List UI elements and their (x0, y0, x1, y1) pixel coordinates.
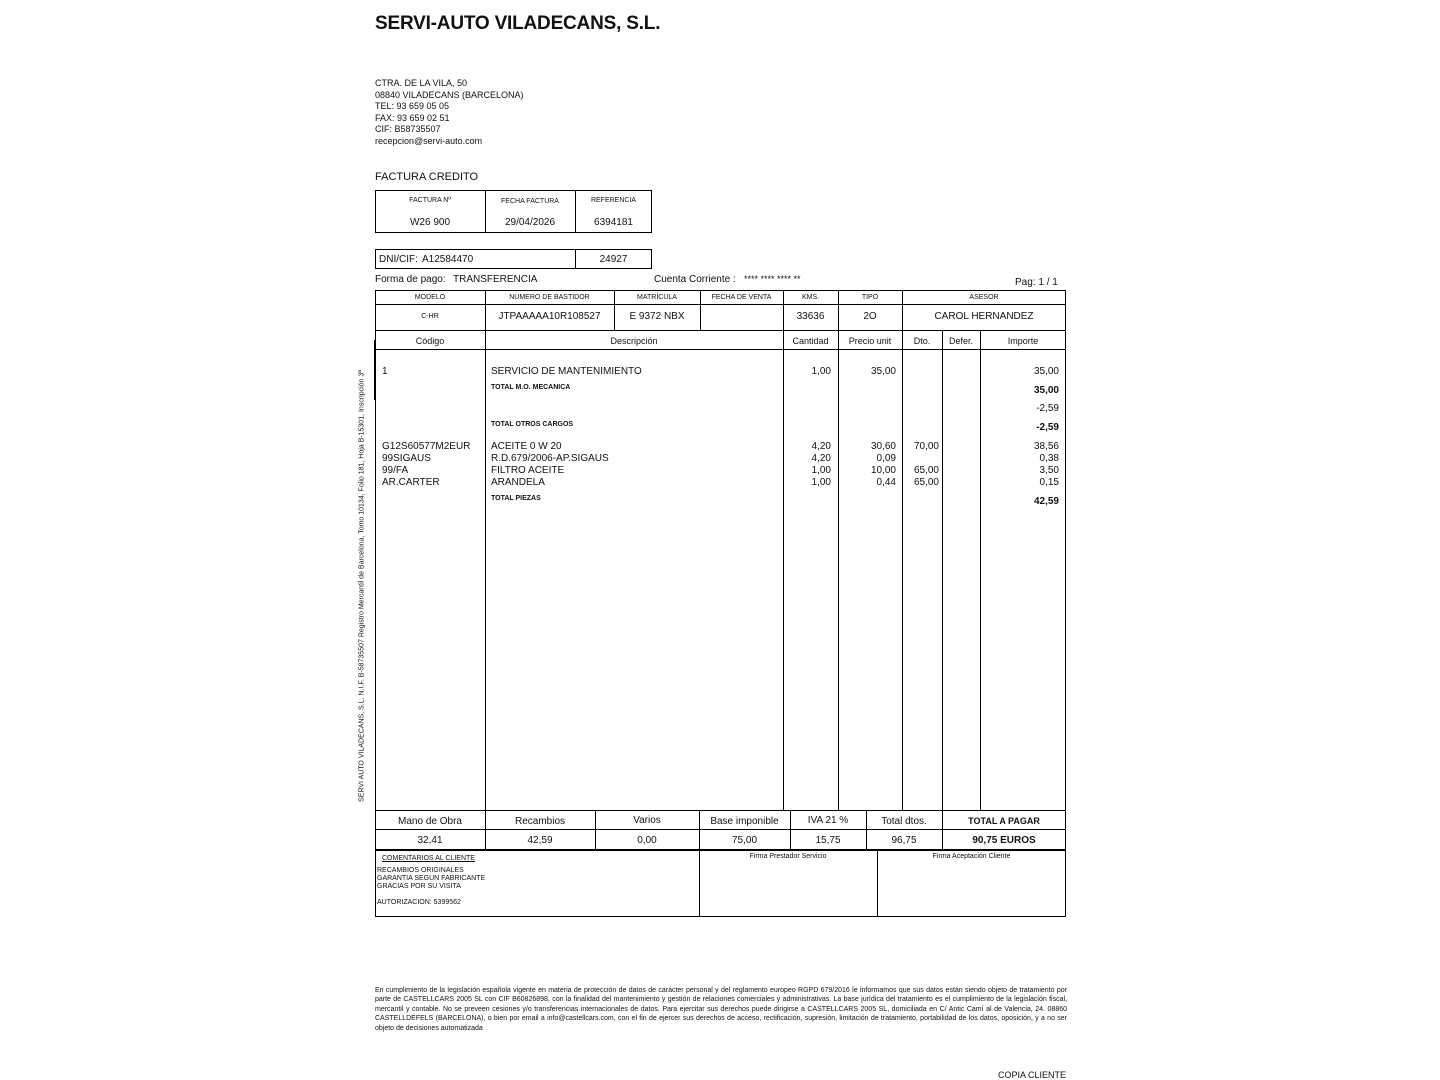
parts-total-value: 42,59 (527, 835, 553, 846)
payment-method: TRANSFERENCIA (453, 274, 538, 285)
type-header: TIPO (861, 294, 879, 301)
line-amount: 3,50 (1039, 465, 1059, 476)
line-description: ARANDELA (491, 477, 545, 488)
total-labor-value: 35,00 (1033, 385, 1059, 396)
sale-date-header: FECHA DE VENTA (711, 294, 772, 301)
address-line: CTRA. DE LA VILA, 50 (375, 78, 468, 88)
client-code: 24927 (599, 254, 628, 265)
document-type: FACTURA CREDITO (375, 171, 479, 183)
invoice-date-header: FECHA FACTURA (501, 198, 559, 205)
fax-line: FAX: 93 659 02 51 (375, 112, 450, 123)
line-code: 1 (382, 366, 388, 377)
line-code: G12S60577M2EUR (382, 441, 471, 452)
other-charge-amount: -2,59 (1036, 403, 1059, 414)
line-quantity: 1,00 (811, 366, 831, 377)
line-amount: 0,15 (1039, 477, 1059, 488)
authorization: AUTORIZACION: 5399562 (377, 899, 461, 906)
line-code: 99/FA (382, 465, 409, 476)
address-line: 08840 VILADECANS (BARCELONA) (375, 89, 524, 100)
unit-price-header: Precio unit (848, 336, 892, 346)
line-discount: 70,00 (913, 441, 939, 452)
line-amount: 0,38 (1039, 453, 1059, 464)
labor-total-header: Mano de Obra (398, 816, 462, 827)
invoice-number: W26 900 (409, 217, 451, 228)
kms-header: KMS. (801, 294, 820, 301)
company-name: SERVI-AUTO VILADECANS, S.L. (375, 13, 661, 34)
tax-base-header: Base imponible (710, 816, 779, 827)
code-header: Código (415, 336, 445, 346)
line-discount: 65,00 (913, 477, 939, 488)
misc-total-value: 0,00 (637, 835, 657, 846)
reference-value: 6394181 (594, 217, 633, 228)
company-address (375, 78, 524, 148)
description-header: Descripción (610, 336, 658, 346)
registry-side-text: SERVI AUTO VILADECANS, S.L. N.I.F. B-58735507 Registro Mercantil de Barcelona, Tomo 10134, Folio 181, Hoja B-15301, Inscripción 3ª (358, 370, 366, 802)
provider-signature-label: Firma Prestador Servicio (749, 853, 827, 860)
comment-line: GARANTIA SEGUN FABRICANTE (377, 875, 486, 882)
total-parts-label: TOTAL PIEZAS (491, 495, 541, 502)
advisor-header: ASESOR (969, 294, 999, 301)
model-header: MODELO (414, 294, 446, 301)
amount-header: Importe (1007, 336, 1039, 346)
copy-label: COPIA CLIENTE (998, 1070, 1067, 1080)
account-label: Cuenta Corriente : (654, 274, 736, 285)
line-discount: 65,00 (913, 465, 939, 476)
line-description: ACEITE 0 W 20 (491, 441, 562, 452)
line-unit-price: 30,60 (870, 441, 896, 452)
dni-label: DNI/CIF: (379, 254, 418, 265)
tax-base-value: 75,00 (731, 835, 758, 846)
line-unit-price: 35,00 (870, 366, 896, 377)
total-to-pay-value: 90,75 EUROS (972, 835, 1036, 846)
line-unit-price: 0,09 (876, 453, 896, 464)
invoice-date: 29/04/2026 (504, 217, 556, 228)
vin-header: NÚMERO DE BASTIDOR (509, 294, 590, 301)
total-parts-value: 42,59 (1033, 496, 1059, 507)
invoice-number-header: FACTURA Nº (409, 197, 451, 204)
misc-total-header: Varios (633, 815, 661, 826)
line-description: FILTRO ACEITE (491, 465, 565, 476)
vehicle-type: 2O (863, 311, 877, 322)
total-other-charges-label: TOTAL OTROS CARGOS (491, 421, 574, 428)
account-number: **** **** **** ** (744, 274, 801, 284)
deferred-header: Defer. (948, 336, 973, 346)
vehicle-kms: 33636 (796, 311, 825, 322)
page-number: Pag: 1 / 1 (1015, 277, 1058, 288)
labor-total-value: 32,41 (417, 835, 443, 846)
plate-header: MATRÍCULA (637, 294, 677, 301)
total-discounts-value: 96,75 (891, 835, 917, 846)
comments-label: COMENTARIOS AL CLIENTE (382, 855, 475, 862)
line-quantity: 4,20 (811, 453, 831, 464)
payment-label: Forma de pago: (375, 274, 446, 285)
comments-signature-box (375, 850, 1066, 917)
total-labor-label: TOTAL M.O. MECANICA (491, 384, 571, 391)
line-unit-price: 10,00 (870, 465, 896, 476)
reference-header: REFERENCIA (590, 197, 637, 204)
line-quantity: 4,20 (811, 441, 831, 452)
line-code: AR.CARTER (382, 477, 440, 488)
total-discounts-header: Total dtos. (881, 816, 927, 827)
total-other-charges-value: -2,59 (1036, 422, 1059, 433)
vehicle-advisor: CAROL HERNANDEZ (934, 311, 1034, 322)
line-description: R.D.679/2006-AP.SIGAUS (491, 453, 609, 464)
dni-value: A12584470 (422, 254, 474, 265)
phone-line: TEL: 93 659 05 05 (375, 101, 450, 112)
vehicle-plate: E 9372 NBX (629, 311, 685, 322)
vat-value: 15,75 (815, 835, 841, 846)
client-signature-label: Firma Aceptación Cliente (932, 853, 1011, 860)
vehicle-model: C-HR (421, 313, 439, 320)
vat-header: IVA 21 % (807, 815, 849, 826)
discount-header: Dto. (913, 336, 931, 346)
line-description: SERVICIO DE MANTENIMIENTO (491, 366, 642, 377)
line-quantity: 1,00 (811, 465, 831, 476)
email-line: recepcion@servi-auto.com (375, 135, 483, 146)
comment-line: RECAMBIOS ORIGINALES (377, 867, 464, 874)
line-code: 99SIGAUS (382, 453, 431, 464)
privacy-notice: En cumplimiento de la legislación española vigente en materia de protección de datos de carácter personal y del reglamento europeo RGPD 679/2016 le informamos que sus datos están siendo objeto de tratamiento por parte de CASTELLCARS 2005 SL con CIF B60826898, con la finalidad del mantenimiento y gestión de relaciones comerciales y administrativas. La base jurídica del tratamiento es el cumplimiento de la legislación fiscal, mercantil y contable. No se preveen cesiones y/o transferencias internacionales de datos. Para ejercitar sus derechos puede dirigirse a CASTELLCARS 2005 SL, domiciliada en C/ Antic Camí al de Valencia, 24. 08860 CASTELLDEFELS (BARCELONA), o bien por email a info@castellcars.com, con el fin de ejercer sus derechos de acceso, rectificación, supresión, limitación de tratamiento, portabilidad de los datos, oposición, y a no ser objeto de decisiones automatizada (375, 987, 1067, 1032)
parts-total-header: Recambios (514, 816, 566, 827)
vehicle-vin: JTPAAAAA10R108527 (498, 311, 601, 322)
quantity-header: Cantidad (792, 336, 829, 346)
comment-line: GRACIAS POR SU VISITA (377, 883, 461, 890)
line-unit-price: 0,44 (876, 477, 896, 488)
total-to-pay-header: TOTAL A PAGAR (968, 816, 1040, 826)
line-amount: 35,00 (1033, 366, 1059, 377)
invoice-table (375, 290, 1066, 850)
cif-line: CIF: B58735507 (375, 124, 441, 135)
line-quantity: 1,00 (811, 477, 831, 488)
line-amount: 38,56 (1033, 441, 1059, 452)
